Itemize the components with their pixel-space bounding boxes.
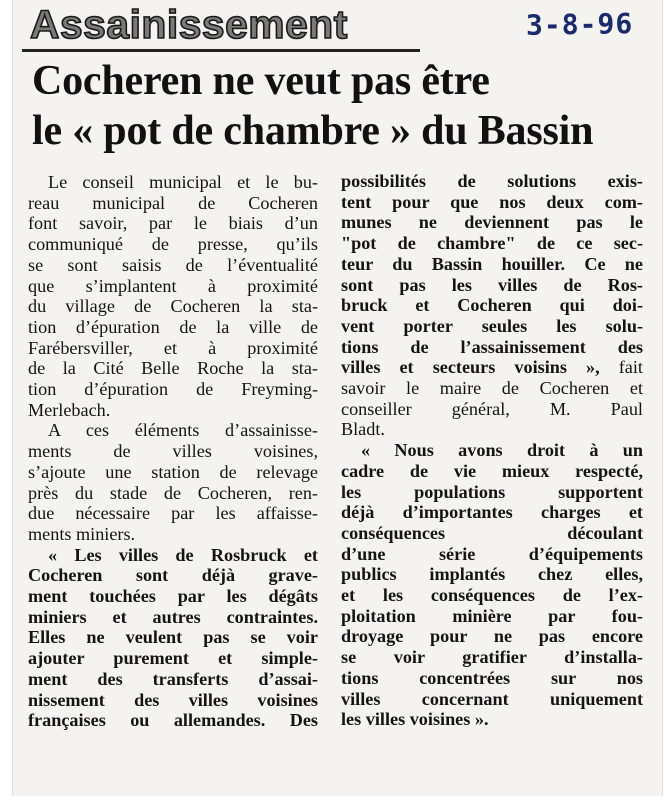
- article-line: ajouter purement et simple-: [28, 648, 318, 669]
- article-line: que s’implantent à proximité: [28, 275, 318, 296]
- article-line: tion d’épuration de la ville de: [28, 316, 318, 337]
- article-line: nissement des villes voisines: [28, 689, 318, 710]
- article-line: miniers et autres contraintes.: [28, 606, 318, 627]
- article-column-right: [341, 171, 643, 730]
- article-line: ploitation minière par fou-: [341, 605, 643, 626]
- article-line: droyage pour ne pas encore: [341, 626, 643, 647]
- article-line: près du stade de Cocheren, ren-: [28, 482, 318, 503]
- article-line: françaises ou allemandes. Des: [28, 710, 318, 731]
- article-line: communiqué de presse, qu’ils: [28, 234, 318, 255]
- article-line: sont pas les villes de Ros-: [341, 274, 643, 295]
- article-line: ments de villes voisines,: [28, 441, 318, 462]
- article-line: d’une série d’équipements: [341, 543, 643, 564]
- article-line-regular-part: fait: [599, 357, 643, 378]
- article-line: tion d’épuration de Freyming-: [28, 379, 318, 400]
- article-line: Le conseil municipal et le bu-: [48, 172, 318, 192]
- article-line: Cocheren sont déjà grave-: [28, 565, 318, 586]
- article-line: A ces éléments d’assainisse-: [48, 420, 318, 441]
- article-line: déjà d’importantes charges et: [341, 502, 643, 523]
- article-line: se voir gratifier d’installa-: [341, 647, 643, 668]
- article-line: « Nous avons droit à un: [361, 440, 643, 461]
- section-banner: [22, 6, 420, 52]
- article-line: et les conséquences de l’ex-: [341, 585, 643, 606]
- banner-underline: [22, 49, 420, 52]
- article-line: « Les villes de Rosbruck et: [48, 544, 318, 565]
- article-line: font savoir, par le biais d’un: [28, 213, 318, 234]
- article-line: due nécessaire par les affaisse-: [28, 503, 318, 524]
- article-line: Merlebach.: [28, 399, 111, 420]
- article-line: conséquences découlant: [341, 522, 643, 543]
- article-line: Bladt.: [341, 419, 385, 440]
- article-line: reau municipal de Cocheren: [28, 192, 318, 213]
- article-line: publics implantés chez elles,: [341, 564, 643, 585]
- headline-line-2: le « pot de chambre » du Bassin: [32, 108, 594, 154]
- article-line: vent porter seules les solu-: [341, 315, 643, 336]
- article-line: [341, 357, 643, 378]
- section-rubric: Assainissement: [30, 6, 348, 47]
- article-line: cadre de vie mieux respecté,: [341, 460, 643, 481]
- article-line: tent pour que nos deux com-: [341, 191, 643, 212]
- headline-line-1: Cocheren ne veut pas être: [32, 58, 490, 104]
- headline: [32, 56, 647, 156]
- article-line: ment des transferts d’assai-: [28, 668, 318, 689]
- article-line: Farébersviller, et à proximité: [28, 337, 318, 358]
- article-line: tions de l’assainissement des: [341, 336, 643, 357]
- handwritten-date: 3-8-96: [525, 7, 634, 42]
- article-line: ments miniers.: [28, 523, 136, 544]
- article-line: tions concentrées sur nos: [341, 667, 643, 688]
- article-line: possibilités de solutions exis-: [341, 171, 643, 191]
- article-column-left: [28, 172, 318, 731]
- article-line: ment touchées par les dégâts: [28, 586, 318, 607]
- article-line: les populations supportent: [341, 481, 643, 502]
- article-line: munes ne deviennent pas le: [341, 212, 643, 233]
- article-line: conseiller général, M. Paul: [341, 398, 643, 419]
- article-line: se sont saisis de l’éventualité: [28, 254, 318, 275]
- article-line: de la Cité Belle Roche la sta-: [28, 358, 318, 379]
- article-line-quote-part: villes et secteurs voisins »,: [341, 357, 600, 378]
- article-line: les villes voisines ».: [341, 709, 489, 730]
- article-line: Elles ne veulent pas se voir: [28, 627, 318, 648]
- article-line: bruck et Cocheren qui doi-: [341, 295, 643, 316]
- article-line: s’ajoute une station de relevage: [28, 461, 318, 482]
- article-line: teur du Bassin houiller. Ce ne: [341, 253, 643, 274]
- article-line: du village de Cocheren la sta-: [28, 296, 318, 317]
- article-line: villes concernant uniquement: [341, 688, 643, 709]
- article-line: savoir le maire de Cocheren et: [341, 378, 643, 399]
- article-line: "pot de chambre" de ce sec-: [341, 233, 643, 254]
